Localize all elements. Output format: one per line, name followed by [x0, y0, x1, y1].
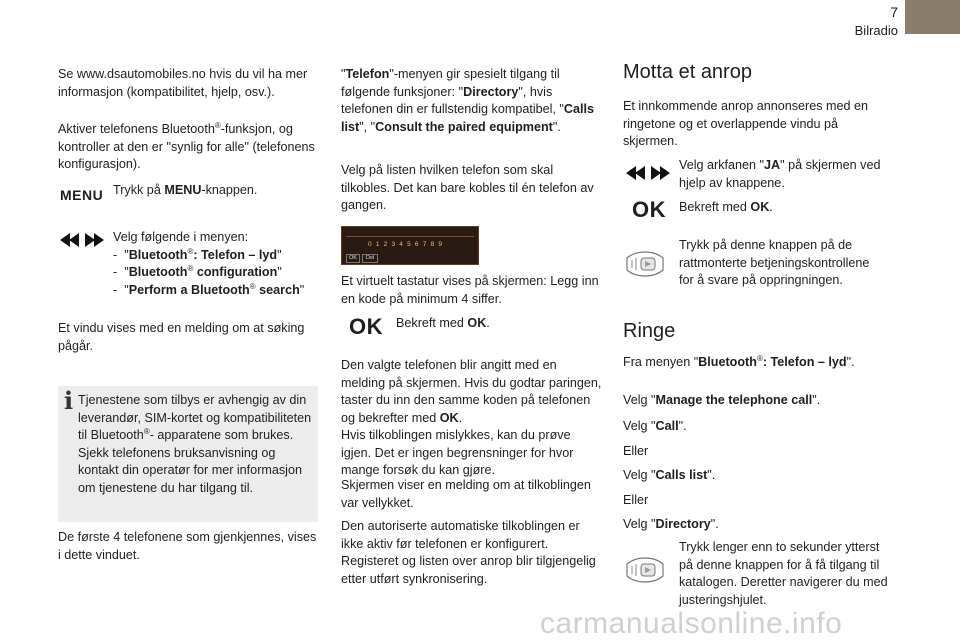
section-heading: Motta et anrop	[623, 61, 752, 83]
step-text: Trykk på denne knappen på de rattmonterte betjeningskontrollene for å svare på oppringningen.	[679, 238, 870, 287]
paragraph: Skjermen viser en melding om at tilkoblingen var vellykket.	[341, 478, 591, 510]
watermark: carmanualsonline.info	[540, 607, 843, 640]
arrow-keys-icon	[60, 233, 104, 247]
ok-button-icon: OK	[349, 314, 383, 339]
step-text: Velg arkfanen "JA" på skjermen ved hjelp av knappene.	[679, 158, 881, 190]
paragraph: Aktiver telefonens Bluetooth®-funksjon, og kontroller at den er "synlig for alle" (telefonens konfigurasjon).	[58, 121, 315, 171]
arrow-right-icon	[649, 166, 670, 180]
paragraph: Et innkommende anrop annonseres med en ringetone og et overlappende vindu på skjermen.	[623, 99, 869, 148]
menu-steps	[113, 229, 323, 299]
info-text: Tjenestene som tilbys er avhengig av din leverandør, SIM-kortet og kompatibiliteten til Bluetooth®- apparatene som brukes. Sjekk telefonens bruksanvisning og kontakt din operatør for mer informasjon om tjenestene du har tilgang til.	[78, 393, 312, 495]
keyboard-screen-image	[341, 226, 479, 265]
steering-wheel-button-icon	[624, 250, 666, 284]
arrow-left-icon	[60, 233, 81, 247]
menu-path-item: - "Perform a Bluetooth® search"	[113, 281, 305, 297]
paragraph: De første 4 telefonene som gjenkjennes, vises i dette vinduet.	[58, 530, 317, 562]
paragraph: Den valgte telefonen blir angitt med en melding på skjermen. Hvis du godtar paringen, taster du inn den samme koden på telefonen og bekrefter med OK. Hvis tilkoblingen mislykkes, kan du prøve igjen. Det er ingen begrensninger for hvor mange forsøk du kan gjøre.	[341, 358, 602, 477]
menu-path-item: - "Bluetooth®: Telefon – lyd"	[113, 246, 282, 262]
ok-button-icon: OK	[632, 197, 666, 222]
screen-divider	[346, 236, 474, 237]
paragraph: Den autoriserte automatiske tilkoblingen er ikke aktiv før telefonen er konfigurert. Registeret og listen over anrop blir tilgjengelig etter utført synkronisering.	[341, 519, 596, 586]
info-box	[58, 386, 318, 522]
paragraph: Velg på listen hvilken telefon som skal tilkobles. Det kan bare kobles til én telefon av gangen.	[341, 163, 594, 212]
menu-path-item: - "Bluetooth® configuration"	[113, 264, 282, 279]
paragraph: Se www.dsautomobiles.no hvis du vil ha mer informasjon (kompatibilitet, hjelp, osv.).	[58, 67, 308, 99]
info-icon: i	[64, 386, 74, 415]
paragraph: Fra menyen "Bluetooth®: Telefon – lyd".	[623, 354, 855, 369]
step-title: Velg følgende i menyen:	[113, 230, 249, 244]
step-text: Bekreft med OK.	[396, 316, 490, 330]
paragraph: Et virtuelt tastatur vises på skjermen: Legg inn en kode på minimum 4 siffer.	[341, 274, 599, 306]
step-text: Trykk på MENU-knappen.	[113, 183, 258, 197]
section-heading: Ringe	[623, 320, 676, 342]
paragraph: Velg "Calls list".	[623, 468, 716, 482]
paragraph: Velg "Manage the telephone call".	[623, 393, 821, 407]
paragraph: Eller	[623, 493, 649, 507]
steering-wheel-button-icon	[624, 556, 666, 590]
page-number: 7	[890, 4, 898, 20]
paragraph: Et vindu vises med en melding om at søking pågår.	[58, 321, 305, 353]
menu-button-icon: MENU	[60, 187, 104, 203]
screen-ok-key: OK	[346, 254, 360, 263]
step-text: Bekreft med OK.	[679, 200, 773, 214]
paragraph: Velg "Call".	[623, 419, 687, 433]
arrow-keys-icon	[626, 166, 670, 180]
section-title: Bilradio	[854, 23, 898, 38]
arrow-left-icon	[626, 166, 647, 180]
screen-keypad: 0 1 2 3 4 5 6 7 8 9	[368, 241, 444, 248]
screen-del-key: Del	[362, 254, 378, 263]
arrow-right-icon	[83, 233, 104, 247]
paragraph: Velg "Directory".	[623, 517, 719, 531]
paragraph: Eller	[623, 444, 649, 458]
step-text: Trykk lenger enn to sekunder ytterst på denne knappen for å få tilgang til katalogen. Deretter navigerer du med justeringshjulet.	[679, 540, 888, 607]
page-tab	[905, 0, 960, 34]
paragraph: "Telefon"-menyen gir spesielt tilgang til følgende funksjoner: "Directory", hvis telefonen din er fullstendig kompatibel, "Calls list", "Consult the paired equipment".	[341, 67, 595, 134]
